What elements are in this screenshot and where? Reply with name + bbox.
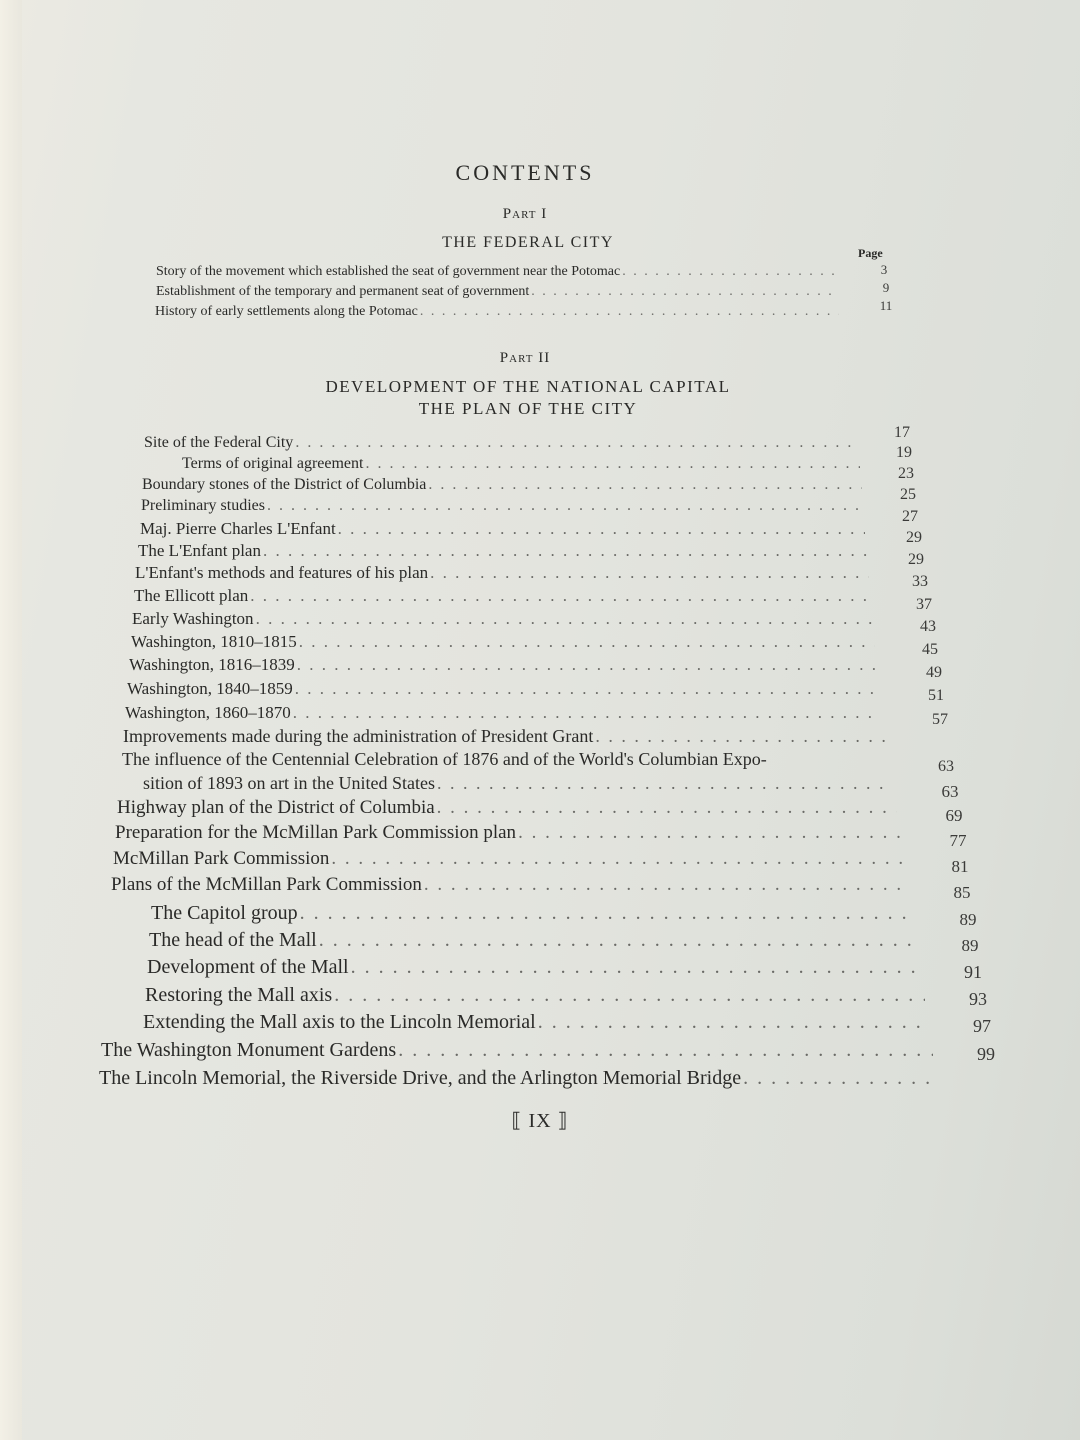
toc-entry-text: L'Enfant's methods and features of his plan — [135, 563, 429, 582]
toc-entry-text: Boundary stones of the District of Columbia — [142, 476, 427, 493]
toc-entry — [156, 264, 838, 280]
toc-page-number: 45 — [922, 641, 938, 658]
toc-entry — [138, 541, 867, 561]
page-folio — [0, 1108, 1080, 1133]
toc-entry — [132, 609, 873, 629]
toc-entry — [143, 773, 893, 794]
toc-entry — [141, 497, 863, 515]
toc-entry-text: Terms of original agreement — [182, 455, 364, 472]
folio-bracket-left: ⟦ — [511, 1110, 529, 1132]
toc-entry — [140, 519, 865, 539]
toc-entry — [101, 1039, 933, 1062]
toc-page-number: 51 — [928, 687, 944, 704]
toc-entry-text: Washington, 1860–1870 — [125, 703, 291, 722]
folio-number: IX — [528, 1110, 552, 1132]
toc-entry — [145, 984, 925, 1007]
toc-entry-text: Site of the Federal City — [144, 434, 294, 451]
part1-label: Part I — [502, 206, 548, 222]
toc-entry-text: The L'Enfant plan — [138, 541, 261, 560]
toc-entry — [135, 563, 869, 583]
toc-page-number: 69 — [945, 806, 963, 825]
toc-entry — [111, 874, 909, 896]
toc-entry-text: Improvements made during the administration of President Grant — [123, 726, 594, 746]
toc-page-number: 63 — [938, 758, 954, 775]
toc-entry-text: Washington, 1840–1859 — [127, 679, 293, 698]
toc-page-number: 29 — [906, 529, 922, 546]
toc-entry — [113, 848, 905, 870]
toc-page-number: 33 — [912, 573, 928, 590]
toc-entry-text: Highway plan of the District of Columbia — [117, 797, 435, 818]
toc-entry — [144, 434, 858, 452]
toc-entry-continuation: sition of 1893 on art in the United States — [143, 773, 435, 793]
toc-page-number: 93 — [969, 989, 987, 1009]
part2-subheading: THE PLAN OF THE CITY — [418, 399, 638, 418]
toc-entry — [115, 822, 901, 844]
toc-page-number: 49 — [926, 664, 942, 681]
toc-entry-text: McMillan Park Commission — [113, 848, 330, 869]
toc-page-number: 99 — [977, 1044, 995, 1064]
toc-page-number: 43 — [920, 618, 936, 635]
toc-page-number: 63 — [941, 782, 959, 801]
toc-entry — [129, 655, 877, 675]
toc-entry-text: Story of the movement which established the seat of government near the Potomac — [156, 264, 621, 279]
toc-page-number: 37 — [916, 596, 932, 613]
toc-page-number: 29 — [908, 551, 924, 568]
part2-label: Part II — [499, 350, 551, 366]
toc-page-number: 27 — [902, 508, 918, 525]
toc-page-number: 89 — [961, 936, 979, 955]
toc-page-number: 11 — [879, 298, 893, 313]
toc-entry — [143, 1011, 929, 1034]
toc-entry — [127, 679, 879, 699]
toc-entry-text: Maj. Pierre Charles L'Enfant — [140, 519, 336, 538]
toc-entry-text: Washington, 1810–1815 — [131, 632, 297, 651]
toc-entry-text: The Lincoln Memorial, the Riverside Drive, and the Arlington Memorial Bridge — [99, 1067, 742, 1089]
toc-entry-text: Early Washington — [132, 609, 254, 628]
toc-entry-text: Washington, 1816–1839 — [129, 655, 295, 674]
toc-entry — [134, 586, 871, 606]
toc-entry — [125, 703, 881, 723]
contents-title: CONTENTS — [455, 160, 595, 185]
toc-entry-text: The Washington Monument Gardens — [101, 1039, 397, 1061]
toc-entry-text: Preparation for the McMillan Park Commission plan — [115, 822, 517, 843]
toc-entry — [99, 1067, 937, 1090]
toc-page-number: 97 — [973, 1016, 991, 1036]
toc-entry — [142, 476, 862, 494]
toc-page-number: 23 — [898, 465, 914, 482]
toc-entry-text: Extending the Mall axis to the Lincoln Memorial — [143, 1011, 536, 1033]
toc-entry-text: Restoring the Mall axis — [145, 984, 333, 1006]
part1-heading: THE FEDERAL CITY — [442, 234, 614, 251]
toc-page-number: 17 — [894, 424, 910, 441]
toc-page-number: 3 — [880, 262, 888, 277]
toc-page-number: 9 — [882, 280, 890, 295]
toc-entry-text: The head of the Mall — [149, 929, 317, 951]
toc-entry — [151, 902, 913, 925]
toc-page-number: 81 — [951, 857, 969, 876]
toc-page-number: 85 — [953, 883, 971, 902]
toc-entry-text: Preliminary studies — [141, 497, 265, 514]
toc-page-number: 19 — [896, 444, 912, 461]
page-column-heading: Page — [858, 246, 883, 260]
toc-entry — [155, 304, 839, 320]
toc-entry-text: Development of the Mall — [147, 956, 349, 978]
toc-entry-text: History of early settlements along the Potomac — [155, 304, 418, 319]
toc-page-number: 25 — [900, 486, 916, 503]
toc-entry — [117, 797, 897, 819]
toc-entry-text: Plans of the McMillan Park Commission — [111, 874, 422, 895]
toc-entry — [156, 284, 838, 300]
toc-entry-text: The influence of the Centennial Celebration of 1876 and of the World's Columbian Expo- — [122, 749, 767, 769]
toc-entry-text: The Ellicott plan — [134, 586, 249, 605]
toc-page-number: 57 — [932, 711, 948, 728]
toc-page-number: 77 — [949, 831, 967, 850]
toc-entry — [123, 726, 885, 747]
folio-bracket-right: ⟧ — [551, 1110, 569, 1132]
toc-entry-text: Establishment of the temporary and permanent seat of government — [156, 284, 530, 299]
toc-entry — [182, 455, 860, 473]
toc-page-number: 91 — [964, 962, 982, 982]
toc-entry — [149, 929, 917, 952]
toc-page-number: 89 — [959, 910, 977, 929]
toc-entry — [131, 632, 875, 652]
toc-entry — [147, 956, 921, 979]
part2-heading: DEVELOPMENT OF THE NATIONAL CAPITAL — [325, 377, 731, 396]
toc-entry-text: The Capitol group — [151, 902, 298, 924]
